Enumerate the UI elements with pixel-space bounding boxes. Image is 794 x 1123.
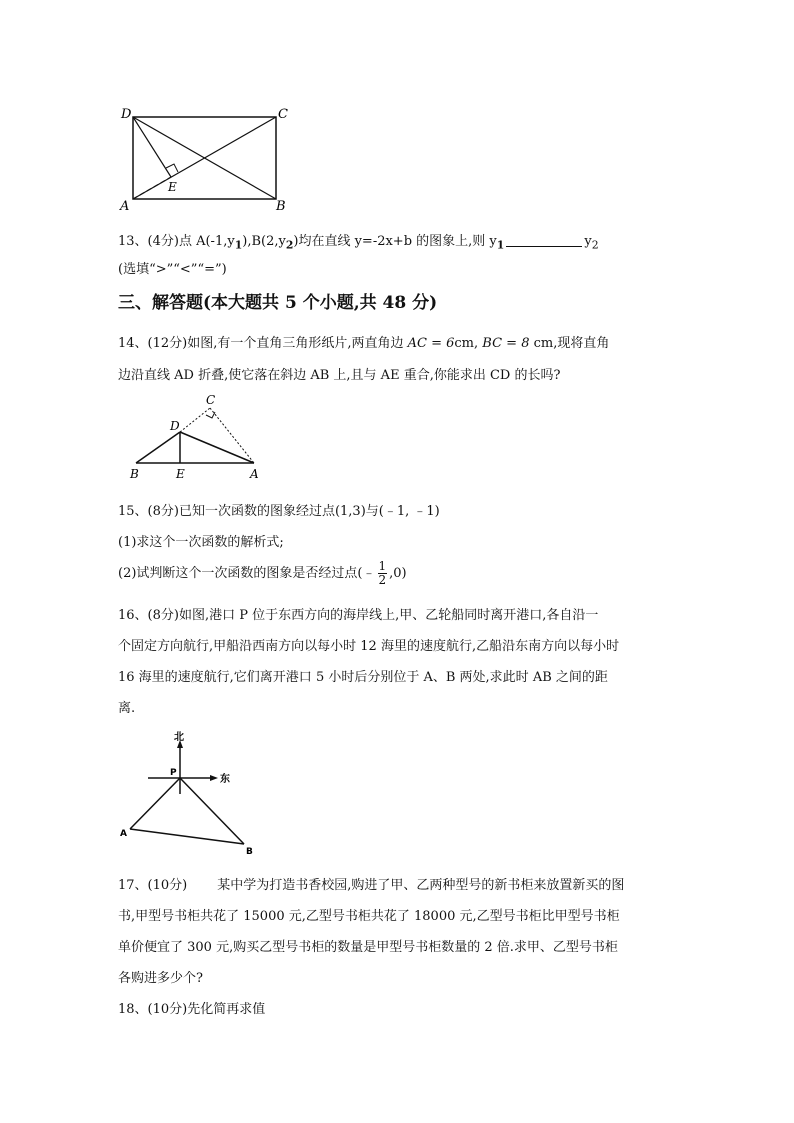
q17-line2: 书,甲型号书柜共花了 15000 元,乙型号书柜共花了 18000 元,乙型号书柜比甲型号书柜 [118,909,620,924]
q16-line2: 个固定方向航行,甲船沿西南方向以每小时 12 海里的速度航行,乙船沿东南方向以每小时 [118,639,620,654]
label-c: C [278,107,288,122]
answer-blank[interactable] [506,234,582,247]
path-pa [130,778,180,829]
label-e: E [168,180,177,194]
q15-line3: (2)试判断这个一次函数的图象是否经过点(﹣ $\frac{1}{2}$ ,0) [118,559,407,587]
east-arrow-icon [210,775,218,781]
label-c: C [206,393,216,407]
dotted-dc [180,408,210,432]
label-a: A [120,829,127,839]
q15-line1: 15、(8分)已知一次函数的图象经过点(1,3)与(﹣1, ﹣1) [118,504,440,519]
rectangle-figure [118,102,298,212]
q17-line3: 单价便宜了 300 元,购买乙型号书柜的数量是甲型号书柜数量的 2 倍.求甲、乙型号书柜 [118,940,618,955]
q16-line3: 16 海里的速度航行,它们离开港口 5 小时后分别位于 A、B 两处,求此时 AB 之间的距 [118,670,608,685]
side-da [180,432,254,463]
q13-line1: 13、(4分)点 $A(-1,y_1),B(2,y_2)$均在直线 y=-2x+b 的图象上,则 $y_1$ $y_2$ [118,234,599,252]
right-angle-mark [166,164,178,172]
q14-line2: 边沿直线 AD 折叠,使它落在斜边 AB 上,且与 AE 重合,你能求出 CD 的长吗? [118,368,561,383]
port-figure [116,728,266,858]
q14-line1: 14、(12分)如图,有一个直角三角形纸片,两直角边 AC = 6cm, BC = 8 cm,现将直角 [118,336,610,351]
label-north: 北 [174,732,184,743]
label-east: 东 [220,774,230,785]
label-b: B [246,847,253,857]
label-d: D [121,107,132,122]
label-b: B [276,199,286,212]
q16-line4: 离. [118,701,136,716]
dotted-ca [210,408,254,463]
label-a: A [250,467,259,481]
q13-line2: (选填“>”“<”“=”) [118,262,227,277]
q17-line4: 各购进多少个? [118,971,203,986]
label-p: P [170,768,177,778]
fraction-one-half: $\frac{1}{2}$ [378,559,387,587]
label-d: D [170,419,180,433]
q18-line1: 18、(10分)先化简再求值 [118,1002,266,1017]
fold-triangle-figure [126,392,266,482]
q17-line1: 17、(10分) 某中学为打造书香校园,购进了甲、乙两种型号的新书柜来放置新买的图 [118,878,625,893]
section-title: 三、解答题(本大题共 5 个小题,共 48 分) [118,293,438,313]
right-angle-mark [206,412,215,418]
label-a: A [120,199,130,212]
side-bd [136,432,180,463]
path-pb [180,778,244,844]
segment-de [133,117,171,177]
q16-line1: 16、(8分)如图,港口 P 位于东西方向的海岸线上,甲、乙轮船同时离开港口,各自沿一 [118,608,599,623]
label-b: B [130,467,139,481]
q15-line2: (1)求这个一次函数的解析式; [118,535,284,550]
segment-ab [130,829,244,844]
label-e: E [176,467,185,481]
